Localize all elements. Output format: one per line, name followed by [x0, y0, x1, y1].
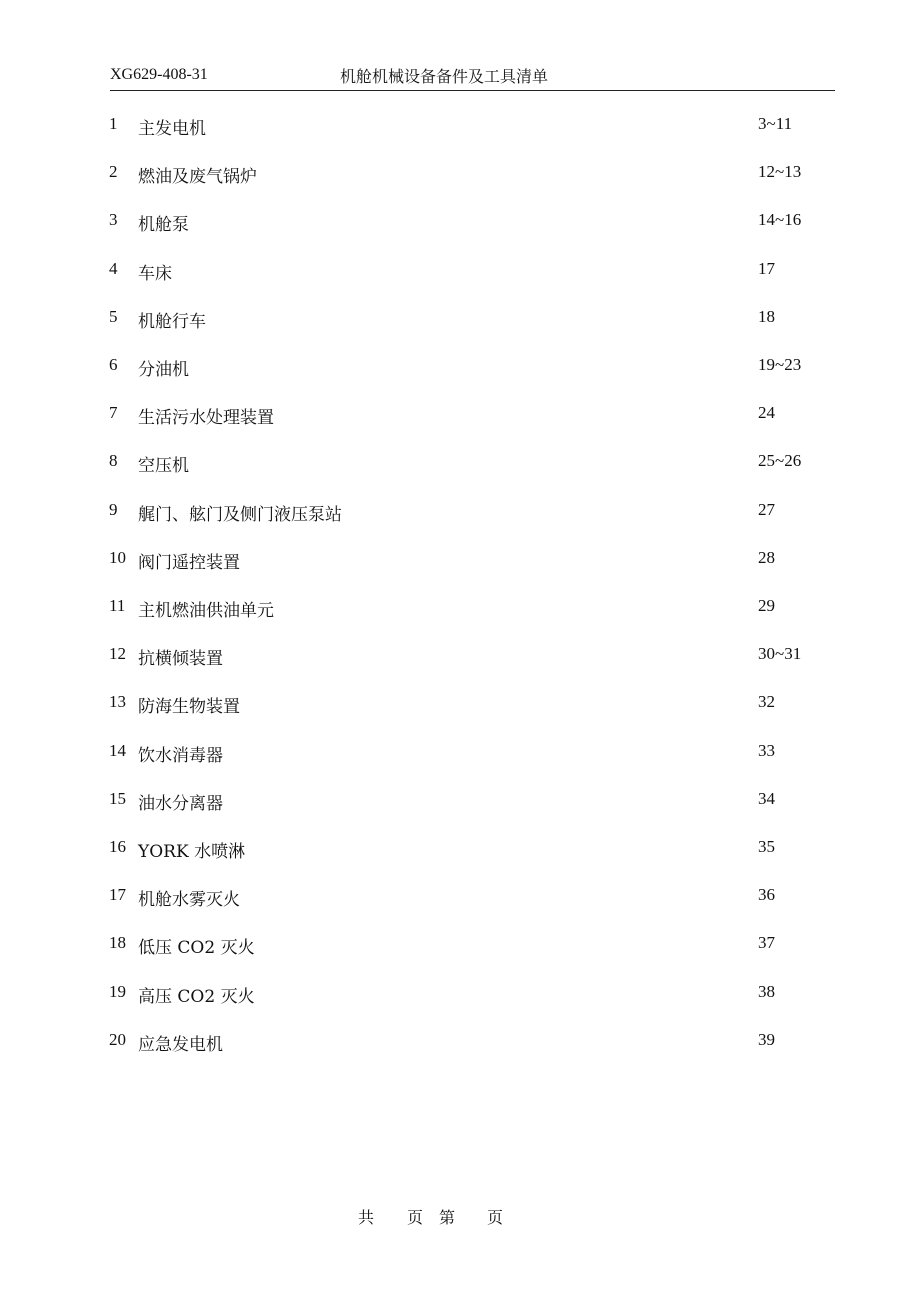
toc-page-range: 30~31: [758, 644, 802, 664]
footer-page-label-2: 页: [487, 1208, 504, 1227]
toc-label: 防海生物装置: [138, 697, 240, 718]
toc-number: 12: [109, 644, 126, 664]
toc-number: 7: [109, 403, 118, 423]
toc-page-range: 37: [758, 933, 775, 953]
toc-page-range: 36: [758, 885, 775, 905]
toc-label: 油水分离器: [138, 793, 223, 814]
toc-page-range: 35: [758, 837, 775, 856]
toc-row: [0, 307, 920, 337]
toc-label: 艉门、舷门及侧门液压泵站: [138, 504, 342, 525]
toc-row: [0, 210, 920, 240]
toc-row: [0, 644, 920, 674]
toc-number: 20: [109, 1029, 126, 1049]
document-title: 机舱机械设备备件及工具清单: [340, 67, 549, 86]
toc-number: 9: [109, 499, 118, 519]
toc-page-range: 38: [758, 981, 775, 1001]
toc-label: 空压机: [138, 456, 189, 477]
toc-row: [0, 885, 920, 915]
page-footer: [0, 1205, 920, 1229]
toc-row: [0, 982, 920, 1012]
toc-row: [0, 500, 920, 530]
toc-page-range: 29: [758, 596, 775, 615]
footer-total-label: 共: [358, 1208, 375, 1227]
document-code: XG629-408-31: [110, 66, 208, 83]
toc-page-range: 12~13: [758, 162, 802, 182]
toc-number: 3: [109, 210, 118, 230]
toc-number: 18: [109, 933, 126, 953]
toc-label: 主机燃油供油单元: [138, 601, 274, 621]
footer-nth-label: 第: [439, 1208, 456, 1227]
toc-label: 分油机: [138, 360, 189, 380]
toc-number: 19: [109, 981, 126, 1001]
toc-label: 饮水消毒器: [138, 745, 223, 766]
toc-number: 11: [109, 596, 126, 615]
toc-row: [0, 933, 920, 963]
toc-number: 6: [109, 355, 118, 374]
toc-row: [0, 403, 920, 433]
toc-page-range: 34: [758, 788, 775, 808]
toc-number: 16: [109, 837, 126, 856]
toc-number: 2: [109, 162, 118, 182]
toc-page-range: 14~16: [758, 210, 802, 230]
toc-page-range: 28: [758, 547, 775, 567]
toc-page-range: 19~23: [758, 355, 802, 374]
toc-number: 13: [109, 692, 126, 712]
toc-row: [0, 355, 920, 385]
toc-page-range: 27: [758, 499, 775, 519]
toc-row: [0, 548, 920, 578]
toc-page-range: 39: [758, 1029, 775, 1049]
toc-row: [0, 596, 920, 626]
toc-page-range: 33: [758, 740, 775, 760]
toc-row: [0, 1030, 920, 1060]
toc-number: 15: [109, 788, 126, 808]
toc-label: 高压 CO2 灭火: [138, 986, 255, 1007]
toc-row: [0, 789, 920, 819]
toc-page-range: 3~11: [758, 114, 793, 133]
toc-page-range: 18: [758, 306, 775, 326]
page-header: [110, 64, 835, 91]
toc-number: 10: [109, 547, 126, 567]
toc-label: 机舱水雾灭火: [138, 890, 240, 911]
toc-label: 机舱泵: [138, 215, 189, 236]
toc-label: 主发电机: [138, 119, 206, 139]
toc-label: 低压 CO2 灭火: [138, 938, 255, 959]
toc-label: 机舱行车: [138, 311, 206, 332]
toc-row: [0, 162, 920, 192]
toc-page-range: 24: [758, 403, 775, 423]
toc-label: YORK 水喷淋: [138, 842, 246, 862]
toc-number: 5: [109, 306, 118, 326]
toc-label: 车床: [138, 263, 172, 284]
toc-row: [0, 692, 920, 722]
toc-label: 抗横倾装置: [138, 649, 223, 670]
toc-label: 阀门遥控装置: [138, 552, 240, 573]
toc-number: 1: [109, 114, 118, 133]
toc-page-range: 32: [758, 692, 775, 712]
toc-number: 14: [109, 740, 126, 760]
toc-row: [0, 451, 920, 481]
toc-number: 4: [109, 258, 118, 278]
toc-number: 8: [109, 451, 118, 471]
toc-label: 燃油及废气锅炉: [138, 167, 257, 188]
toc-row: [0, 741, 920, 771]
toc-number: 17: [109, 885, 126, 905]
toc-label: 生活污水处理装置: [138, 408, 274, 429]
toc-row: [0, 259, 920, 289]
toc-label: 应急发电机: [138, 1034, 223, 1055]
toc-page-range: 25~26: [758, 451, 802, 471]
footer-page-label: 页: [407, 1208, 424, 1227]
toc-row: [0, 837, 920, 867]
toc-row: [0, 114, 920, 144]
toc-page-range: 17: [758, 258, 775, 278]
